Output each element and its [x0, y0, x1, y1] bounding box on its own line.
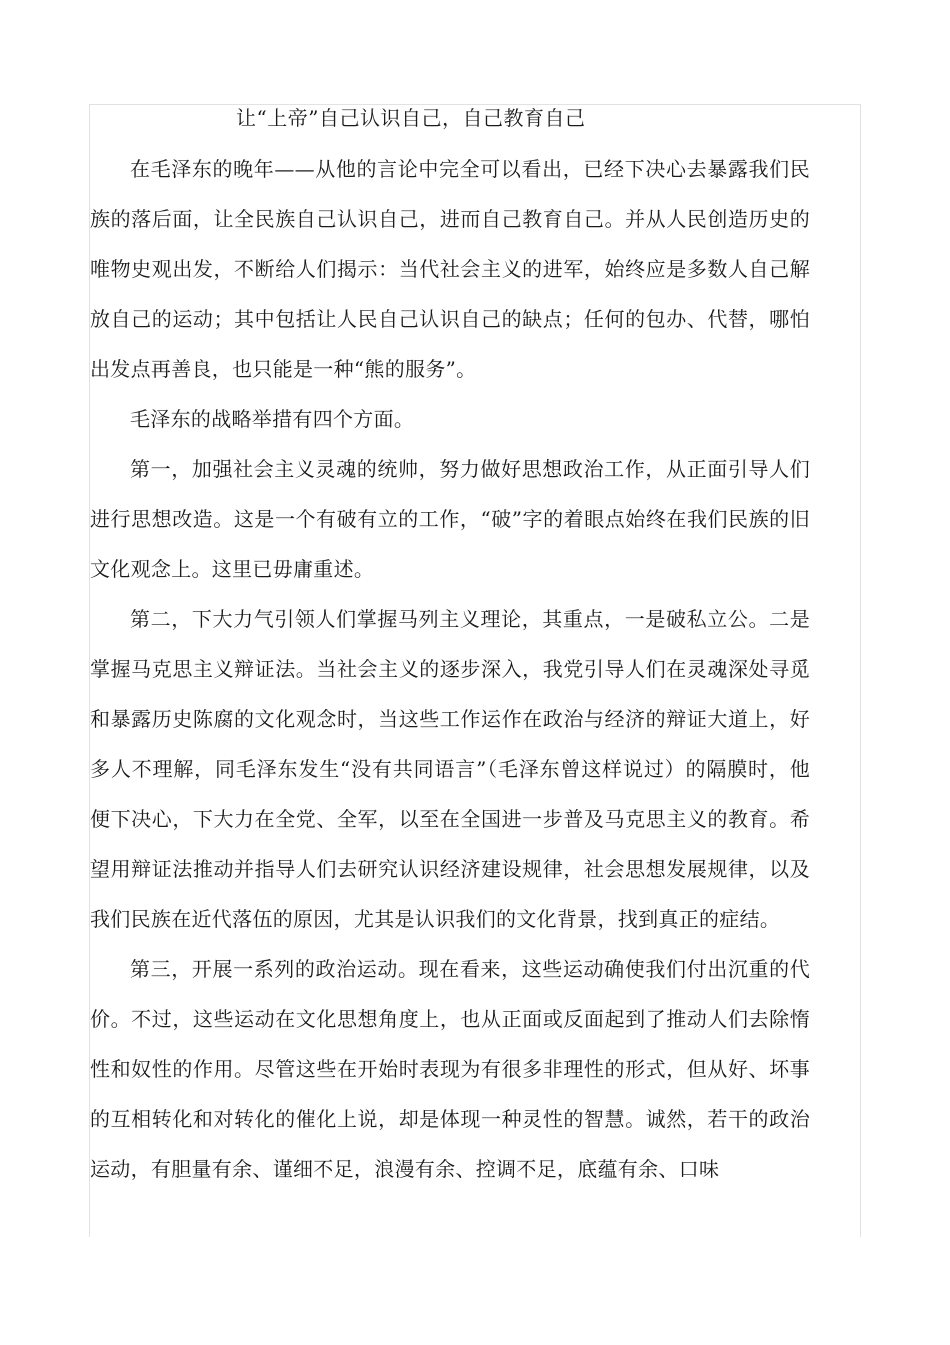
- paragraph-1: 在毛泽东的晚年——从他的言论中完全可以看出，已经下决心去暴露我们民族的落后面，让全民族自己认识自己，进而自己教育自己。并从人民创造历史的唯物史观出发，不断给人们揭示：当代社会主义的进军，始终应是多数人自己解放自己的运动；其中包括让人民自己认识自己的缺点；任何的包办、代替，哪怕出发点再善良，也只能是一种“熊的服务”。: [90, 157, 810, 381]
- paragraph-5: 第三，开展一系列的政治运动。现在看来，这些运动确使我们付出沉重的代价。不过，这些运动在文化思想角度上，也从正面或反面起到了推动人们去除惰性和奴性的作用。尽管这些在开始时表现为有很多非理性的形式，但从好、坏事的互相转化和对转化的催化上说，却是体现一种灵性的智慧。诚然，若干的政治运动，有胆量有余、谨细不足，浪漫有余、控调不足，底蕴有余、口味: [90, 957, 810, 1181]
- paragraph-2: 毛泽东的战略举措有四个方面。: [130, 407, 415, 431]
- paragraph-3: 第一，加强社会主义灵魂的统帅，努力做好思想政治工作，从正面引导人们进行思想改造。这是一个有破有立的工作，“破”字的着眼点始终在我们民族的旧文化观念上。这里已毋庸重述。: [90, 457, 810, 581]
- document-title: 让“上帝”自己认识自己，自己教育自己: [236, 106, 586, 130]
- paragraph-4: 第二，下大力气引领人们掌握马列主义理论，其重点，一是破私立公。二是掌握马克思主义辩证法。当社会主义的逐步深入，我党引导人们在灵魂深处寻觅和暴露历史陈腐的文化观念时，当这些工作运作在政治与经济的辩证大道上，好多人不理解，同毛泽东发生“没有共同语言”（毛泽东曾这样说过）的隔膜时，他便下决心，下大力在全党、全军，以至在全国进一步普及马克思主义的教育。希望用辩证法推动并指导人们去研究认识经济建设规律，社会思想发展规律，以及我们民族在近代落伍的原因，尤其是认识我们的文化背景，找到真正的症结。: [90, 607, 810, 931]
- document-body: [90, 106, 810, 1194]
